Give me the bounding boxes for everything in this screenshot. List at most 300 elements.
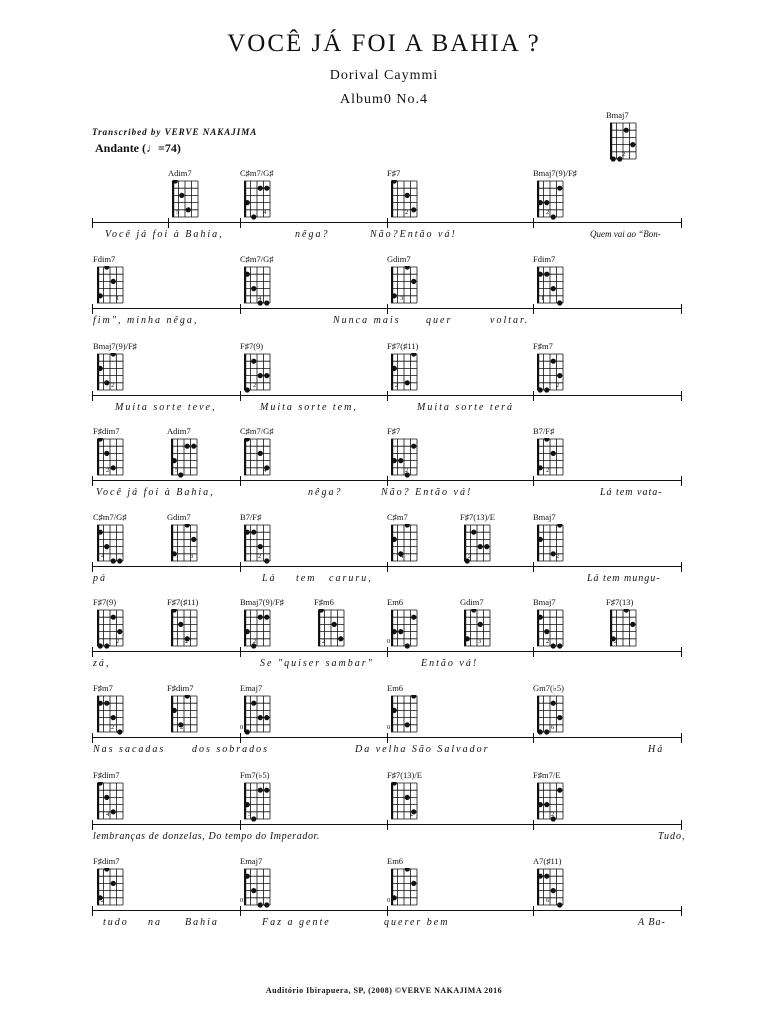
lyric-fragment: A Ba- — [638, 917, 666, 928]
lyric-fragment: Faz a gente — [262, 917, 331, 928]
chord-diagram — [240, 597, 310, 653]
finger-dot — [111, 809, 116, 814]
bar-tick — [681, 647, 682, 657]
lyric-fragment: lembranças de donzelas, Do tempo do Imperador. — [93, 831, 321, 842]
finger-dot — [186, 207, 191, 212]
staff-line — [92, 395, 681, 396]
fretboard-grid-icon — [388, 438, 420, 480]
chord-diagram — [460, 512, 530, 568]
finger-dot — [117, 729, 122, 734]
chord-diagram — [93, 512, 163, 568]
nut-bar — [318, 610, 320, 646]
nut-bar — [537, 525, 539, 561]
bar-tick — [533, 562, 534, 572]
fretboard-grid-icon — [315, 609, 347, 651]
finger-dot — [104, 544, 109, 549]
finger-dot — [251, 888, 256, 893]
fretboard-grid-icon — [388, 695, 420, 737]
fret-number: 2 — [546, 209, 550, 216]
chord-diagram — [533, 683, 603, 739]
fretboard-grid-icon — [168, 609, 200, 651]
finger-dot — [98, 293, 103, 298]
nut-bar — [97, 783, 99, 819]
lyric-fragment: voltar. — [490, 315, 530, 326]
fretboard-grid-icon — [168, 695, 200, 737]
finger-dot — [411, 353, 416, 357]
finger-dot — [398, 629, 403, 634]
finger-dot — [478, 544, 483, 549]
staff-row — [0, 683, 768, 773]
fret-number: 4 — [106, 811, 110, 818]
staff-row — [0, 426, 768, 516]
chord-name: C♯m7/G♯ — [240, 426, 274, 436]
bar-tick — [240, 476, 241, 486]
nut-bar — [171, 696, 173, 732]
finger-dot — [245, 272, 250, 277]
chord-diagram — [460, 597, 530, 653]
fretboard-grid-icon — [241, 868, 273, 910]
fretboard-grid-icon — [534, 782, 566, 824]
finger-dot — [557, 902, 562, 907]
fret-number: 0 — [240, 897, 244, 904]
chord-diagram — [533, 770, 603, 826]
chord-name: F♯dim7 — [93, 770, 120, 780]
chord-diagram — [168, 168, 238, 224]
bar-tick — [387, 733, 388, 743]
chord-diagram — [606, 110, 676, 166]
finger-dot — [411, 615, 416, 620]
finger-dot — [551, 359, 556, 364]
finger-dot — [111, 279, 116, 284]
chord-diagram — [240, 341, 310, 397]
chord-diagram — [93, 426, 163, 482]
staff-line — [92, 480, 681, 481]
finger-dot — [411, 881, 416, 886]
fret-number: 0 — [387, 897, 391, 904]
bar-tick — [681, 476, 682, 486]
bar-tick — [387, 647, 388, 657]
finger-dot — [557, 715, 562, 720]
nut-bar — [391, 525, 393, 561]
chord-diagram — [387, 341, 457, 397]
fret-number: 2 — [258, 553, 262, 560]
chord-diagram — [387, 597, 457, 653]
chord-diagram — [93, 254, 163, 310]
transcriber-credit: Transcribed by VERVE NAKAJIMA — [92, 127, 258, 137]
staff-row — [0, 254, 768, 344]
finger-dot — [178, 622, 183, 627]
finger-dot — [332, 622, 337, 627]
chord-diagram — [533, 341, 603, 397]
nut-bar — [97, 439, 99, 475]
chord-diagram — [533, 597, 603, 653]
bar-tick — [387, 820, 388, 830]
fret-number: 2 — [551, 811, 555, 818]
album-info: Album0 No.4 — [340, 92, 428, 107]
fret-number: 2 — [111, 382, 115, 389]
finger-dot — [245, 530, 250, 535]
nut-bar — [464, 525, 466, 561]
lyric-fragment: Você já foi à Bahia, — [96, 487, 215, 498]
finger-dot — [538, 387, 543, 392]
nut-bar — [172, 181, 174, 217]
finger-dot — [98, 366, 103, 371]
finger-dot — [544, 729, 549, 734]
bar-tick — [533, 476, 534, 486]
finger-dot — [405, 524, 410, 528]
finger-dot — [264, 373, 269, 378]
song-title: VOCÊ JÁ FOI A BAHIA ? — [227, 30, 541, 57]
staff-row — [0, 341, 768, 431]
finger-dot — [624, 609, 629, 613]
bar-tick — [387, 906, 388, 916]
finger-dot — [405, 722, 410, 727]
lyric-fragment: pá — [93, 573, 107, 584]
finger-dot — [251, 286, 256, 291]
fretboard-grid-icon — [241, 180, 273, 222]
lyric-fragment: tem — [296, 573, 317, 584]
fret-number: 2 — [322, 638, 326, 645]
fret-number: 2 — [405, 209, 409, 216]
finger-dot — [258, 615, 263, 620]
fretboard-grid-icon — [169, 180, 201, 222]
bar-tick — [240, 391, 241, 401]
finger-dot — [392, 895, 397, 900]
finger-dot — [251, 701, 256, 706]
lyric-fragment: nêga? — [295, 229, 330, 240]
lyric-fragment: Quem vai ao “Bon- — [590, 229, 661, 239]
chord-diagram — [93, 341, 163, 397]
chord-name: Bmaj7 — [533, 512, 556, 522]
bar-tick — [533, 906, 534, 916]
chord-name: Emaj7 — [240, 856, 263, 866]
chord-name: F♯7 — [387, 168, 401, 178]
chord-name: F♯7(13)/E — [387, 770, 422, 780]
lyric-fragment: Muita sorte terá — [417, 402, 514, 413]
chord-diagram — [240, 683, 310, 739]
nut-bar — [391, 181, 393, 217]
nut-bar — [244, 439, 246, 475]
finger-dot — [471, 530, 476, 535]
chord-diagram — [387, 168, 457, 224]
finger-dot — [551, 701, 556, 706]
chord-name: F♯7(13)/E — [460, 512, 495, 522]
fretboard-grid-icon — [241, 609, 273, 651]
finger-dot — [405, 380, 410, 385]
bar-tick — [240, 304, 241, 314]
bar-tick — [533, 304, 534, 314]
chord-name: F♯m7 — [93, 683, 113, 693]
fret-number: 2 — [556, 553, 560, 560]
fretboard-grid-icon — [241, 524, 273, 566]
finger-dot — [185, 524, 190, 528]
fret-number: 2 — [614, 638, 618, 645]
fret-number: 2 — [405, 467, 409, 474]
fretboard-grid-icon — [168, 438, 200, 480]
fret-number: 2 — [622, 151, 626, 158]
chord-name: F♯m7 — [533, 341, 553, 351]
fretboard-grid-icon — [94, 524, 126, 566]
nut-bar — [244, 696, 246, 732]
nut-bar — [537, 354, 539, 390]
chord-name: Em6 — [387, 683, 404, 693]
finger-dot — [544, 802, 549, 807]
fretboard-grid-icon — [94, 438, 126, 480]
finger-dot — [104, 266, 109, 270]
bar-tick — [387, 391, 388, 401]
bar-tick — [92, 820, 93, 830]
nut-bar — [391, 696, 393, 732]
lyric-fragment: Não?Então vá! — [370, 229, 457, 240]
fretboard-grid-icon — [388, 180, 420, 222]
staff-line — [92, 222, 681, 223]
bar-tick — [240, 647, 241, 657]
finger-dot — [538, 874, 543, 879]
fretboard-grid-icon — [94, 868, 126, 910]
finger-dot — [411, 695, 416, 699]
finger-dot — [478, 622, 483, 627]
finger-dot — [544, 874, 549, 879]
chord-diagram — [387, 254, 457, 310]
lyric-fragment: tudo — [103, 917, 129, 928]
chord-diagram — [167, 512, 237, 568]
fretboard-grid-icon — [534, 180, 566, 222]
fretboard-grid-icon — [388, 782, 420, 824]
staff-line — [92, 651, 681, 652]
chord-diagram — [387, 512, 457, 568]
finger-dot — [557, 643, 562, 648]
bar-tick — [533, 391, 534, 401]
finger-dot — [392, 629, 397, 634]
chord-name: B7/F♯ — [240, 512, 262, 522]
fretboard-grid-icon — [534, 266, 566, 308]
finger-dot — [405, 795, 410, 800]
finger-dot — [111, 353, 116, 357]
chord-name: Gdim7 — [460, 597, 484, 607]
lyric-fragment: na — [148, 917, 162, 928]
finger-dot — [251, 816, 256, 821]
finger-dot — [245, 874, 250, 879]
nut-bar — [537, 783, 539, 819]
chord-name: F♯m6 — [314, 597, 334, 607]
staff-line — [92, 910, 681, 911]
lyric-fragment: Tudo, — [658, 831, 686, 842]
finger-dot — [264, 902, 269, 907]
finger-dot — [544, 438, 549, 442]
chord-name: C♯m7/G♯ — [240, 254, 274, 264]
finger-dot — [111, 465, 116, 470]
lyric-fragment: Você já foi à Bahia, — [105, 229, 224, 240]
chord-diagram — [387, 426, 457, 482]
chord-diagram — [606, 597, 676, 653]
finger-dot — [245, 802, 250, 807]
fret-number: 2 — [116, 638, 120, 645]
finger-dot — [392, 366, 397, 371]
lyric-fragment: quer — [426, 315, 453, 326]
finger-dot — [557, 186, 562, 191]
finger-dot — [251, 359, 256, 364]
fret-number: 4 — [263, 467, 267, 474]
lyric-fragment: Lá tem vata- — [600, 487, 663, 498]
finger-dot — [104, 795, 109, 800]
fret-number: 6 — [546, 897, 550, 904]
finger-dot — [111, 881, 116, 886]
fretboard-grid-icon — [388, 609, 420, 651]
finger-dot — [544, 387, 549, 392]
finger-dot — [104, 643, 109, 648]
chord-name: Emaj7 — [240, 683, 263, 693]
finger-dot — [104, 380, 109, 385]
finger-dot — [185, 695, 190, 699]
lyric-fragment: zá, — [93, 658, 111, 669]
nut-bar — [391, 439, 393, 475]
chord-diagram — [533, 856, 603, 912]
chord-diagram — [93, 770, 163, 826]
finger-dot — [484, 544, 489, 549]
chord-name: Fdim7 — [533, 254, 556, 264]
fretboard-grid-icon — [388, 524, 420, 566]
finger-dot — [544, 200, 549, 205]
bar-tick — [168, 218, 169, 228]
chord-name: Fm7(♭5) — [240, 770, 270, 780]
chord-name: B7/F♯ — [533, 426, 555, 436]
finger-dot — [258, 902, 263, 907]
finger-dot — [544, 629, 549, 634]
finger-dot — [538, 465, 543, 470]
finger-dot — [264, 615, 269, 620]
bar-tick — [240, 218, 241, 228]
composer-name: Dorival Caymmi — [329, 68, 439, 83]
chord-diagram — [533, 168, 603, 224]
chord-name: F♯dim7 — [93, 856, 120, 866]
fretboard-grid-icon — [241, 438, 273, 480]
fretboard-grid-icon — [168, 524, 200, 566]
finger-dot — [557, 373, 562, 378]
chord-diagram — [240, 254, 310, 310]
staff-row — [0, 770, 768, 860]
bar-tick — [533, 647, 534, 657]
chord-name: Adim7 — [167, 426, 191, 436]
finger-dot — [611, 156, 616, 161]
chord-name: F♯m7/E — [533, 770, 561, 780]
fretboard-grid-icon — [94, 353, 126, 395]
fretboard-grid-icon — [461, 609, 493, 651]
fret-number: 2 — [468, 553, 472, 560]
chord-diagram — [314, 597, 384, 653]
fret-number: 2 — [180, 724, 184, 731]
finger-dot — [624, 128, 629, 133]
fretboard-grid-icon — [534, 438, 566, 480]
chord-diagram — [240, 770, 310, 826]
chord-name: Bmaj7 — [606, 110, 629, 120]
finger-dot — [411, 279, 416, 284]
lyric-fragment: Muita sorte tem, — [260, 402, 358, 413]
finger-dot — [557, 300, 562, 305]
chord-diagram — [533, 426, 603, 482]
footer-credit: Auditório Ibirapuera, SP, (2008) ©VERVE NAKAJIMA 2016 — [265, 986, 503, 995]
finger-dot — [405, 266, 410, 270]
chord-name: C♯m7/G♯ — [93, 512, 127, 522]
bar-tick — [240, 733, 241, 743]
fret-number: 2 — [253, 638, 257, 645]
chord-name: F♯dim7 — [167, 683, 194, 693]
lyric-fragment: Lá tem mungu- — [587, 573, 661, 584]
bar-tick — [387, 304, 388, 314]
finger-dot — [411, 444, 416, 449]
finger-dot — [251, 530, 256, 535]
chord-name: Em6 — [387, 856, 404, 866]
finger-dot — [544, 272, 549, 277]
finger-dot — [405, 193, 410, 198]
chord-name: Adim7 — [168, 168, 192, 178]
fret-number: 2 — [556, 382, 560, 389]
finger-dot — [98, 530, 103, 535]
fretboard-grid-icon — [607, 609, 639, 651]
finger-dot — [264, 300, 269, 305]
fretboard-grid-icon — [534, 609, 566, 651]
nut-bar — [391, 610, 393, 646]
bar-tick — [681, 906, 682, 916]
chord-name: Bmaj7(9)/F♯ — [93, 341, 137, 351]
finger-dot — [191, 444, 196, 449]
finger-dot — [245, 729, 250, 734]
chord-name: F♯7 — [387, 426, 401, 436]
chord-name: C♯m7/G♯ — [240, 168, 274, 178]
lyric-fragment: fim", minha nêga, — [93, 315, 199, 326]
finger-dot — [172, 551, 177, 556]
lyric-fragment: Muita sorte teve, — [115, 402, 217, 413]
finger-dot — [538, 802, 543, 807]
finger-dot — [104, 701, 109, 706]
fret-number: 4 — [400, 553, 404, 560]
finger-dot — [465, 636, 470, 641]
lyric-fragment: Lá — [262, 573, 277, 584]
finger-dot — [551, 451, 556, 456]
chord-name: Bmaj7 — [533, 597, 556, 607]
finger-dot — [392, 708, 397, 713]
chord-diagram — [93, 683, 163, 739]
finger-dot — [172, 708, 177, 713]
bar-tick — [681, 562, 682, 572]
nut-bar — [244, 610, 246, 646]
fretboard-grid-icon — [241, 266, 273, 308]
staff-line — [92, 824, 681, 825]
chord-name: Fdim7 — [93, 254, 116, 264]
staff-line — [92, 308, 681, 309]
lyric-fragment: Há — [648, 744, 665, 755]
finger-dot — [172, 458, 177, 463]
bar-tick — [681, 820, 682, 830]
fret-number: 3 — [478, 638, 482, 645]
fretboard-grid-icon — [534, 353, 566, 395]
bar-tick — [681, 304, 682, 314]
fret-number: 4 — [101, 553, 105, 560]
chord-name: Gdim7 — [387, 254, 411, 264]
fretboard-grid-icon — [534, 524, 566, 566]
chord-diagram — [240, 856, 310, 912]
chord-name: F♯7(9) — [240, 341, 264, 351]
finger-dot — [392, 293, 397, 298]
finger-dot — [557, 788, 562, 793]
chord-name: F♯7(9) — [93, 597, 117, 607]
finger-dot — [405, 643, 410, 648]
bar-tick — [92, 304, 93, 314]
lyric-fragment: Da velha São Salvador — [355, 744, 490, 755]
finger-dot — [264, 558, 269, 563]
finger-dot — [258, 186, 263, 191]
finger-dot — [258, 544, 263, 549]
finger-dot — [98, 643, 103, 648]
